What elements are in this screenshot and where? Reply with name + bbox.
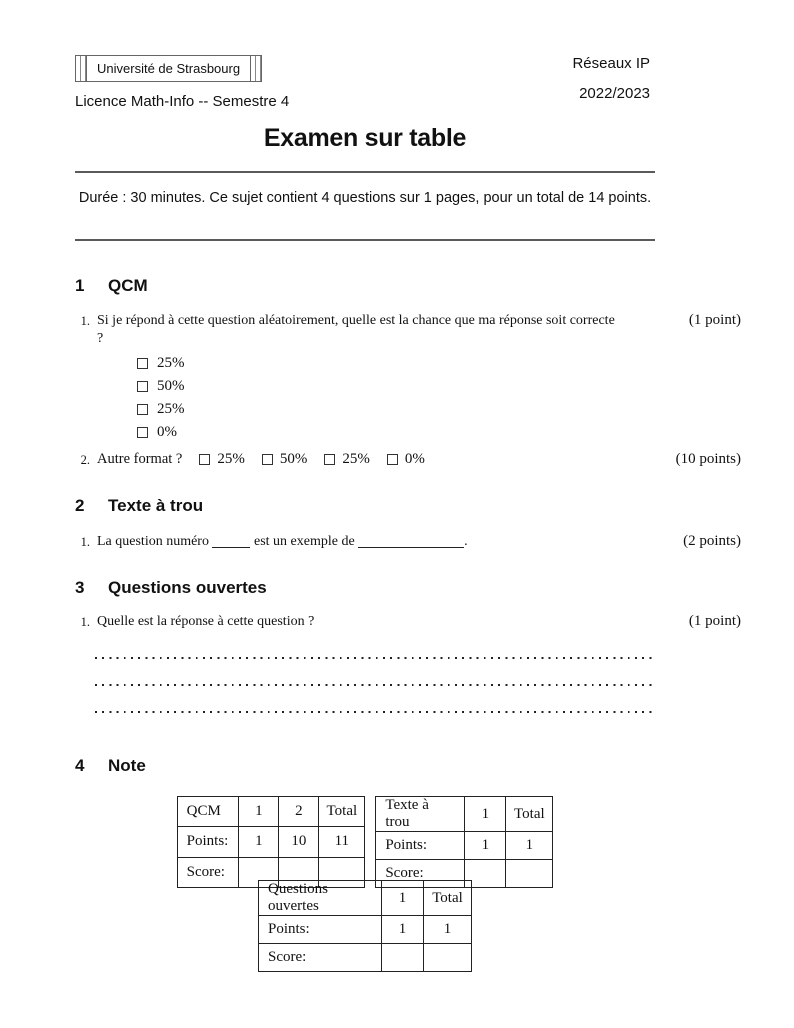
score-cell-empty [424, 944, 472, 972]
answer-dotted-line [95, 711, 652, 713]
section-number: 1 [75, 276, 85, 295]
table-cell: Score: [376, 860, 465, 888]
table-row [177, 827, 365, 857]
table-cell: Questions ouvertes [259, 881, 382, 916]
table-row [376, 832, 553, 860]
option-row [137, 421, 185, 444]
option-row [324, 451, 370, 468]
question-qcm-1 [75, 312, 741, 348]
divider-rule-top [75, 171, 655, 173]
option-row [387, 451, 425, 468]
option-label: 25% [217, 451, 245, 467]
table-row [177, 797, 365, 827]
section-heading-qcm [75, 276, 148, 296]
table-row [376, 797, 553, 832]
score-table-qcm [177, 796, 366, 888]
table-cell: Texte à trou [376, 797, 465, 832]
table-cell: 1 [465, 832, 506, 860]
table-cell: Score: [177, 857, 239, 887]
table-cell: 1 [382, 916, 424, 944]
section-title: QCM [108, 276, 148, 295]
table-cell: 1 [465, 797, 506, 832]
option-label: 50% [157, 378, 185, 394]
option-label: 25% [342, 451, 370, 467]
question-text-suffix: ? [97, 331, 104, 347]
option-label: 0% [157, 424, 177, 440]
table-cell: 1 [506, 832, 553, 860]
checkbox-icon[interactable] [137, 381, 148, 392]
question-text: Quelle est la réponse à cette question ? [97, 614, 315, 629]
question-text: Autre format ? [97, 451, 183, 467]
instructions-text: Durée : 30 minutes. Ce sujet contient 4 questions sur 1 pages, pour un total de 14 points. [78, 190, 652, 206]
score-cell-empty [382, 944, 424, 972]
exam-title: Examen sur table [263, 124, 467, 152]
answer-dotted-line [95, 684, 652, 686]
text-before-blank: La question numéro [97, 534, 209, 549]
question-number: 2. [80, 453, 90, 467]
option-row [199, 451, 245, 468]
question-number: 1. [80, 535, 90, 549]
page-header [75, 55, 650, 110]
table-cell: 2 [279, 797, 319, 827]
option-label: 25% [157, 355, 185, 371]
score-table-questions-ouvertes [258, 880, 472, 972]
qcm-q1-options [137, 352, 185, 444]
academic-year: 2022/2023 [579, 85, 650, 102]
table-cell: Points: [376, 832, 465, 860]
score-table-texte-a-trou [375, 796, 553, 888]
table-row [259, 944, 472, 972]
points-badge: (2 points) [683, 533, 741, 549]
question-qcm-2 [75, 451, 741, 468]
table-cell: 1 [239, 797, 279, 827]
blank-field [358, 547, 464, 548]
table-cell: 1 [424, 916, 472, 944]
logo-text: Université de Strasbourg [86, 56, 251, 81]
text-between-blanks: est un exemple de [253, 534, 355, 549]
table-cell: 1 [239, 827, 279, 857]
subject-title: Réseaux IP [572, 55, 650, 72]
section-heading-note [75, 756, 146, 776]
table-cell: QCM [177, 797, 239, 827]
points-badge: (1 point) [688, 613, 741, 629]
table-cell: Total [506, 797, 553, 832]
table-cell: Total [319, 797, 365, 827]
divider-rule-bottom [75, 239, 655, 241]
answer-dotted-line [95, 657, 652, 659]
blank-field [212, 547, 250, 548]
section-title: Questions ouvertes [108, 578, 267, 597]
section-number: 3 [75, 578, 85, 597]
score-tables-row-2 [75, 880, 655, 972]
points-badge: (10 points) [675, 451, 741, 467]
section-number: 4 [75, 756, 85, 775]
university-logo [75, 55, 262, 82]
section-title: Texte à trou [108, 496, 204, 515]
header-left [75, 55, 289, 110]
option-label: 25% [157, 401, 185, 417]
checkbox-icon[interactable] [137, 427, 148, 438]
checkbox-icon[interactable] [199, 454, 210, 465]
question-number: 1. [80, 314, 90, 328]
header-right [572, 55, 650, 110]
table-cell: Points: [177, 827, 239, 857]
table-cell: Total [424, 881, 472, 916]
section-heading-texte-a-trou [75, 496, 203, 516]
table-cell: Points: [259, 916, 382, 944]
logo-bar [256, 56, 261, 81]
qcm-q2-options [182, 451, 425, 468]
table-cell: Score: [259, 944, 382, 972]
question-trou-1 [75, 533, 741, 551]
checkbox-icon[interactable] [137, 358, 148, 369]
table-cell: 10 [279, 827, 319, 857]
text-after-blank: . [464, 534, 468, 549]
table-cell: 11 [319, 827, 365, 857]
points-badge: (1 point) [688, 312, 741, 328]
question-number: 1. [80, 615, 90, 629]
option-label: 0% [404, 451, 425, 467]
checkbox-icon[interactable] [387, 454, 398, 465]
option-row [137, 352, 185, 375]
table-row [259, 881, 472, 916]
score-tables-row [75, 796, 655, 888]
checkbox-icon[interactable] [262, 454, 273, 465]
question-text [97, 312, 615, 348]
section-number: 2 [75, 496, 85, 515]
table-row [259, 916, 472, 944]
question-text [97, 533, 468, 551]
checkbox-icon[interactable] [137, 404, 148, 415]
section-heading-questions-ouvertes [75, 578, 267, 598]
question-text-line: Si je répond à cette question aléatoirement, quelle est la chance que ma réponse soit correcte [97, 313, 615, 328]
section-title: Note [108, 756, 146, 775]
course-title: Licence Math-Info -- Semestre 4 [75, 93, 290, 110]
option-row [137, 398, 185, 421]
option-row [137, 375, 185, 398]
option-label: 50% [279, 451, 308, 467]
question-ouverte-1 [75, 613, 741, 631]
option-row [262, 451, 308, 468]
table-cell: 1 [382, 881, 424, 916]
checkbox-icon[interactable] [324, 454, 335, 465]
